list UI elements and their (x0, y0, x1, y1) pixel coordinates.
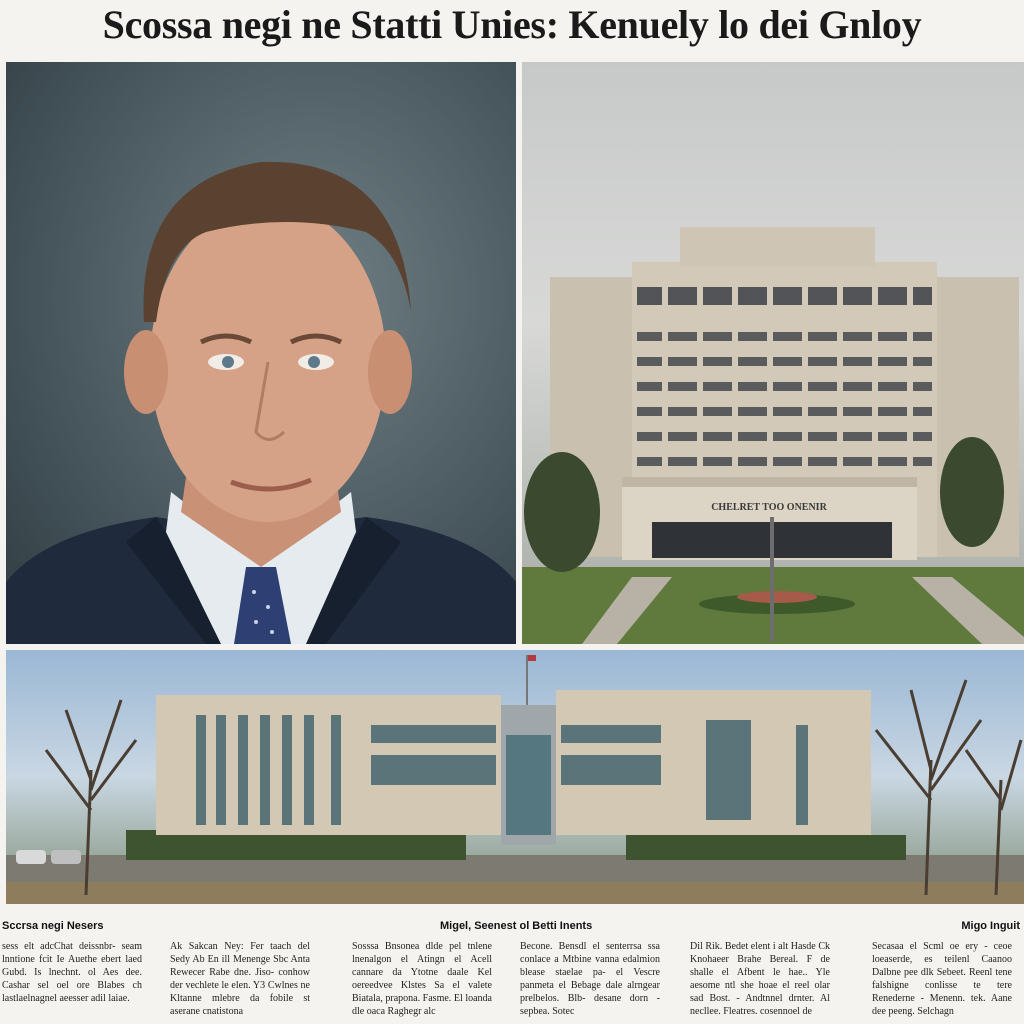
article-column-5: Dil Rik. Bedet elent i alt Hasde Ck Knohaeer Brahe Bereal. F de shalle el Afbent le hae.. Yle aesome ntl she hoae el reel olar sad Bost. - Andtnnel drnter. Al necllee. Fleatres. cosennoel de (690, 941, 830, 1017)
hospital-sign: CHELRET TOO ONENIR (711, 502, 827, 513)
section-heading-center: Migel, Seenest ol Betti Inents (440, 920, 593, 932)
portrait-illustration (6, 62, 516, 644)
hospital-tower-illustration (522, 62, 1024, 644)
section-heading-left: Sccrsa negi Nesers (2, 920, 104, 932)
campus-panorama-photo (6, 650, 1024, 904)
hospital-tower-photo (522, 62, 1024, 644)
article-column-2: Ak Sakcan Ney: Fer taach del Sedy Ab En ill Menenge Sbc Anta Rewecer Rabe dne. Jiso- conhow der vechlete le elen. Y3 Cwlnes ne Kltanne mlebre da fobile st aserane cnatistona (170, 941, 310, 1017)
article-column-6: Secasaa el Scml oe ery - ceoe loeaserde, es teilenl Caanoo Dalbne pee dlk Sebeet. Reenl tene falshigne conlisse te tere Renederne - Menenn. tek. Aane dee peeng. Selchagn (872, 941, 1012, 1017)
article-text-area (0, 912, 1024, 1024)
article-column-3: Sosssa Bnsonea dlde pel tnlene lnenalgon el Atingn el Acell cannare da Ytotne daale Kel oereedvee Klstes Sa el valete Biatala, prapona. Fasme. El loanda dle oaca Raghegr alc (352, 941, 492, 1017)
campus-panorama-illustration (6, 650, 1024, 904)
article-column-4: Becone. Bensdl el senterrsa ssa conlace a Mtbine vanna edalmion blease staelae pa- el Vescre panmeta el Bebage dale alrngear prelbelos. Blb- desane dorn - sepbea. Sotec (520, 941, 660, 1017)
page-headline: Scossa negi ne Statti Unies: Kenuely lo dei Gnloy (102, 1, 922, 47)
portrait-photo (6, 62, 516, 644)
section-heading-right: Migo Inguit (961, 920, 1020, 932)
article-column-1: sess elt adcChat deissnbr- seam lnntione fcit Ie Auethe ebert laed Gubd. Is lnechnt. ol Aes dee. Cashar sel oel ore Blabes ch lastlaelnagnel aeesser adil laiae. (2, 941, 142, 1004)
